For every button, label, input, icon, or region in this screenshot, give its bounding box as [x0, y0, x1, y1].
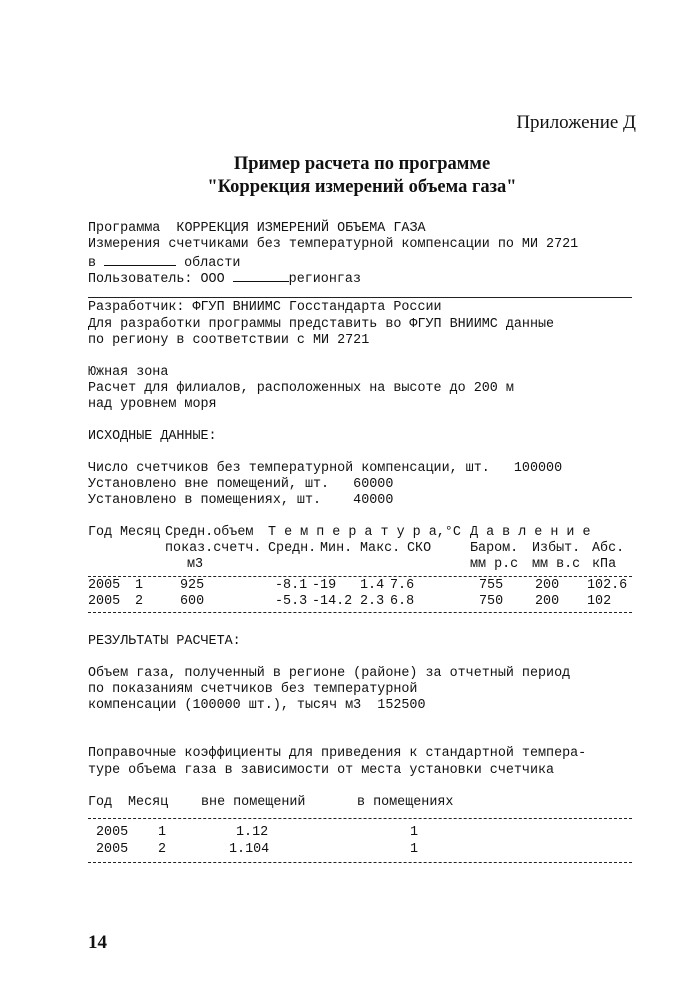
t1-row1-min: -19	[312, 578, 337, 593]
region-suffix: области	[184, 256, 241, 271]
t1-row1-excess: 200	[535, 578, 560, 593]
user-suffix: регионгаз	[288, 272, 361, 287]
t1-header-temp-max: Макс.	[360, 541, 401, 556]
t1-header-abs2: кПа	[592, 557, 617, 572]
t1-header-excess2: мм в.с	[532, 557, 581, 572]
user-line	[88, 269, 361, 288]
t1-row1-max: 1.4	[360, 578, 385, 593]
t1-header-abs1: Абс.	[592, 541, 625, 556]
t2-row1-month: 1	[158, 825, 167, 840]
t1-header-temp-min: Мин.	[320, 541, 353, 556]
results-line2: по показаниям счетчиков без температурной	[88, 682, 418, 697]
t1-row2-baro: 750	[479, 594, 504, 609]
results-line3: компенсации (100000 шт.), тысяч м3 152500	[88, 698, 426, 713]
t2-header-outside: вне помещений	[201, 795, 306, 810]
t1-row1-sko: 7.6	[390, 578, 415, 593]
developer-line3: по региону в соответствии с МИ 2721	[88, 333, 370, 348]
header-rule	[88, 297, 632, 298]
t1-header-month: Месяц	[120, 525, 161, 540]
program-line	[88, 221, 426, 237]
input-heading: ИСХОДНЫЕ ДАННЫЕ:	[88, 429, 217, 444]
t1-row1-avg: -8.1	[275, 578, 308, 593]
t1-row2-avg: -5.3	[275, 594, 308, 609]
indoors-line: Установлено в помещениях, шт. 40000	[88, 493, 394, 508]
document-title-line1: Пример расчета по программе	[233, 154, 491, 174]
user-prefix: Пользователь: ООО	[88, 272, 225, 287]
t1-row2-min: -14.2	[312, 594, 353, 609]
page-number: 14	[88, 932, 107, 953]
zone-line1: Южная зона	[88, 365, 169, 380]
measurements-line: Измерения счетчиками без температурной компенсации по МИ 2721	[88, 237, 579, 252]
user-blank	[233, 269, 289, 282]
t1-row1-volume: 925	[180, 578, 205, 593]
zone-line3: над уровнем моря	[88, 397, 217, 412]
program-name: КОРРЕКЦИЯ ИЗМЕРЕНИЙ ОБЪЕМА ГАЗА	[176, 221, 426, 236]
t1-header-avgvol3: м3	[187, 557, 204, 572]
t2-row2-year: 2005	[96, 842, 129, 857]
t2-row1-inside: 1	[410, 825, 419, 840]
t1-header-baro2: мм р.с	[470, 557, 519, 572]
zone-line2: Расчет для филиалов, расположенных на высоте до 200 м	[88, 381, 514, 396]
t2-header-month: Месяц	[128, 795, 169, 810]
t1-row1-year: 2005	[88, 578, 121, 593]
t1-header-temp-avg: Средн.	[268, 541, 317, 556]
region-blank	[104, 253, 176, 266]
t2-row2-inside: 1	[410, 842, 419, 857]
t1-header-year: Год	[88, 525, 113, 540]
t2-header-year: Год	[88, 795, 113, 810]
developer-line2: Для разработки программы представить во ФГУП ВНИИМС данные	[88, 317, 555, 332]
t1-header-excess1: Избыт.	[532, 541, 581, 556]
t1-row2-max: 2.3	[360, 594, 385, 609]
t1-row2-volume: 600	[180, 594, 205, 609]
t2-row1-year: 2005	[96, 825, 129, 840]
t2-row2-outside: 1.104	[229, 842, 270, 857]
t1-row2-year: 2005	[88, 594, 121, 609]
t2-header-inside: в помещениях	[357, 795, 454, 810]
t1-header-temp-sko: СКО	[407, 541, 432, 556]
t1-header-press-group: Д а в л е н и е	[470, 525, 591, 540]
t1-header-baro1: Бaром.	[470, 541, 519, 556]
appendix-label: Приложение Д	[516, 112, 636, 133]
table1-top-rule	[88, 576, 632, 577]
t2-row2-month: 2	[158, 842, 167, 857]
table2-top-rule	[88, 818, 632, 819]
t1-header-temp-group: Т е м п е р а т у р а,°С	[268, 525, 461, 540]
table1-bottom-rule	[88, 612, 632, 613]
t1-row1-baro: 755	[479, 578, 504, 593]
results-heading: РЕЗУЛЬТАТЫ РАСЧЕТА:	[88, 634, 241, 649]
correction-line1: Поправочные коэффициенты для приведения к стандартной темпера-	[88, 746, 587, 761]
correction-line2: туре объема газа в зависимости от места установки счетчика	[88, 763, 555, 778]
meters-total-line: Число счетчиков без температурной компенсации, шт. 100000	[88, 461, 563, 476]
developer-line1: Разработчик: ФГУП ВНИИМС Госстандарта России	[88, 300, 442, 315]
t1-row1-month: 1	[135, 578, 144, 593]
t1-row2-month: 2	[135, 594, 144, 609]
t1-row2-abs: 102	[587, 594, 612, 609]
document-title-line2: "Коррекция измерений объема газа"	[207, 177, 517, 197]
t1-row1-abs: 102.6	[587, 578, 628, 593]
t2-row1-outside: 1.12	[236, 825, 269, 840]
outdoors-line: Установлено вне помещений, шт. 60000	[88, 477, 394, 492]
t1-row2-sko: 6.8	[390, 594, 415, 609]
t1-header-avgvol1: Средн.объем	[165, 525, 254, 540]
program-label: Программа	[88, 221, 161, 236]
t1-header-avgvol2: показ.счетч.	[165, 541, 262, 556]
results-line1: Объем газа, полученный в регионе (районе) за отчетный период	[88, 666, 571, 681]
region-prefix: в	[88, 256, 97, 271]
t1-row2-excess: 200	[535, 594, 560, 609]
table2-bottom-rule	[88, 862, 632, 863]
